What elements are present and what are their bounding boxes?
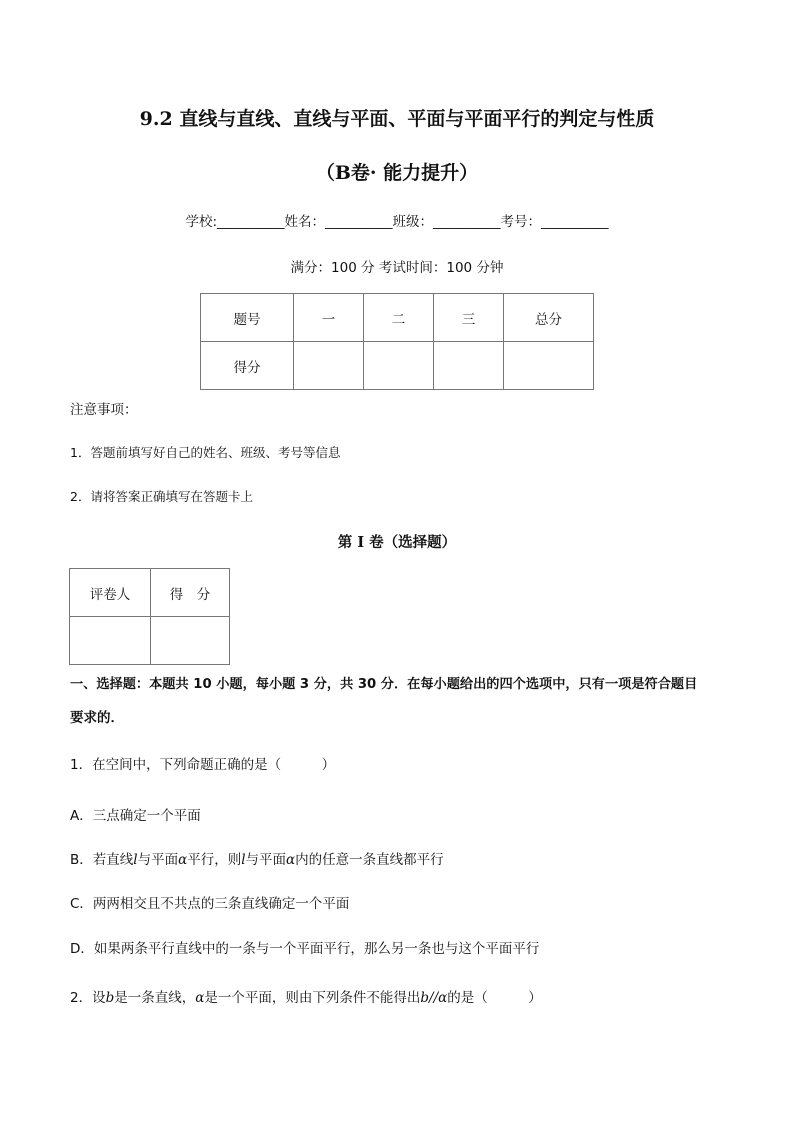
question-1-option-b: B．若直线l与平面α平行，则l与平面α内的任意一条直线都平行 <box>70 852 444 868</box>
student-info-line: 学校:__________姓名：__________班级：__________考号：__________ <box>185 214 609 230</box>
score-table-row-label: 得分 <box>201 342 294 390</box>
score-table-header: 总分 <box>504 294 594 342</box>
grader-table <box>69 568 230 665</box>
score-cell <box>364 342 434 390</box>
grader-table-header: 评卷人 <box>70 569 151 617</box>
notes-heading: 注意事项： <box>70 402 138 418</box>
note-item: 2．请将答案正确填写在答题卡上 <box>70 489 253 504</box>
document-title: 9.2 直线与直线、直线与平面、平面与平面平行的判定与性质 <box>139 108 655 130</box>
question-1-stem: 1．在空间中，下列命题正确的是（ ） <box>70 757 336 773</box>
note-item: 1．答题前填写好自己的姓名、班级、考号等信息 <box>70 445 341 460</box>
score-table-header: 一 <box>294 294 364 342</box>
part1-instructions: 一、选择题：本题共 10 小题，每小题 3 分，共 30 分．在每小题给出的四个选项中，只有一项是符合题目 <box>70 677 698 692</box>
score-cell <box>504 342 594 390</box>
grader-cell <box>70 617 151 665</box>
question-1-option-c: C．两两相交且不共点的三条直线确定一个平面 <box>70 896 350 912</box>
score-table-header: 三 <box>434 294 504 342</box>
section-title: 第 I 卷（选择题） <box>337 534 457 551</box>
score-table <box>200 293 594 390</box>
document-subtitle: （B卷· 能力提升） <box>315 162 479 184</box>
score-cell <box>434 342 504 390</box>
score-table-header: 二 <box>364 294 434 342</box>
grader-cell <box>151 617 230 665</box>
score-table-header: 题号 <box>201 294 294 342</box>
question-1-option-a: A．三点确定一个平面 <box>70 808 201 824</box>
question-2-stem: 2．设b是一条直线，α是一个平面，则由下列条件不能得出b//α的是（ ） <box>70 990 542 1006</box>
question-1-option-d: D．如果两条平行直线中的一条与一个平面平行，那么另一条也与这个平面平行 <box>70 941 540 957</box>
exam-score-time-line: 满分：100 分 考试时间：100 分钟 <box>290 260 504 276</box>
score-cell <box>294 342 364 390</box>
grader-table-header: 得 分 <box>151 569 230 617</box>
part1-instructions-cont: 要求的． <box>70 710 124 726</box>
